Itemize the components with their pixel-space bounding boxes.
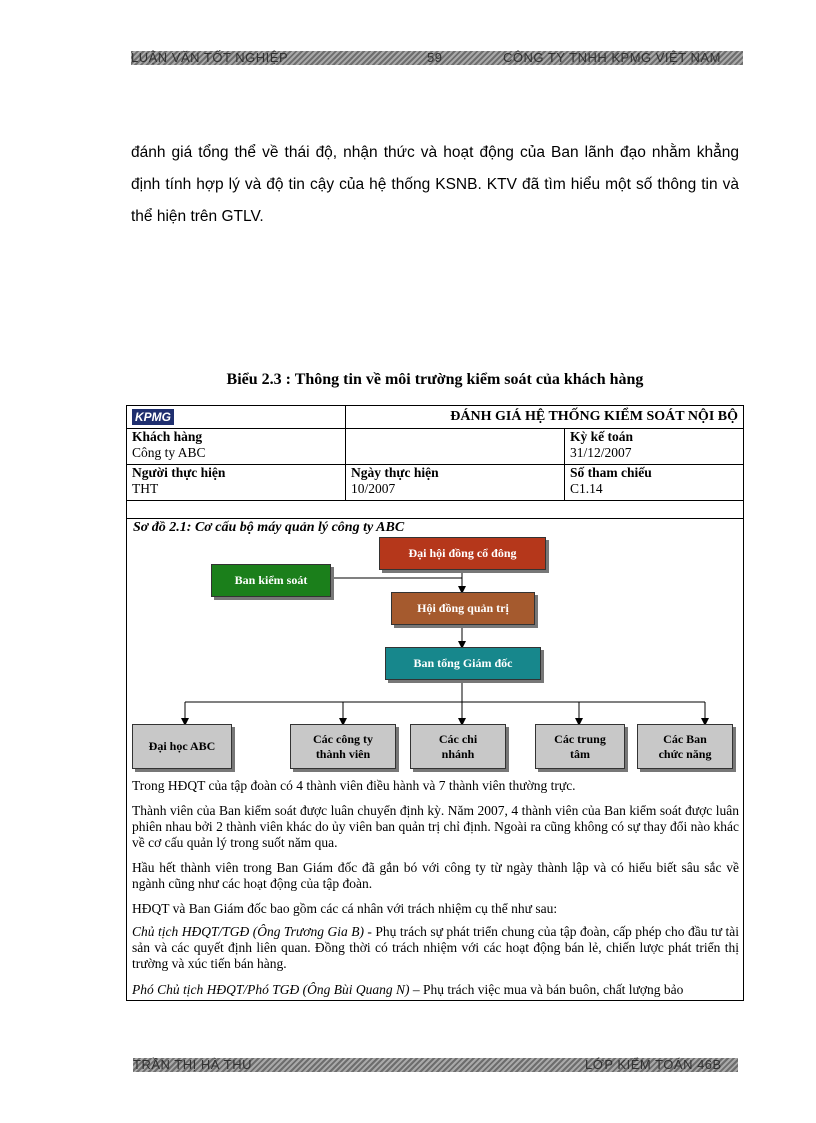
body-paragraph-2: Thành viên của Ban kiểm soát được luân chuyển định kỳ. Năm 2007, 4 thành viên của Ban kiểm soát được luân phiên nhau bởi 2 thành viên khác do ủy viên ban quản trị chỉ định. Ngoài ra cũng không có sự thay đổi nào khác về cơ cấu quản lý trong suốt năm qua. <box>132 803 739 850</box>
page-header <box>131 51 743 65</box>
client-label: Khách hàng <box>132 428 203 444</box>
intro-paragraph: đánh giá tổng thể về thái độ, nhận thức và hoạt động của Ban lãnh đạo nhằm khẳng định tính hợp lý và độ tin cậy của hệ thống KSNB. KTV đã tìm hiểu một số thông tin và thể hiện trên GTLV. <box>131 144 739 225</box>
vice-chairman-title: Phó Chủ tịch HĐQT/Phó TGĐ (Ông Bùi Quang N) <box>132 982 410 997</box>
org-box-university: Đại học ABC <box>132 724 232 769</box>
org-box-departments: Các Ban chức năng <box>637 724 733 769</box>
date-label: Ngày thực hiện <box>351 464 439 480</box>
footer-author: TRẦN THỊ HÀ THU <box>133 1057 252 1072</box>
org-box-board: Hội đồng quản trị <box>391 592 535 625</box>
org-box-directors: Ban tổng Giám đốc <box>385 647 541 680</box>
page-number: 59 <box>427 50 443 65</box>
body-paragraph-5 <box>132 924 739 972</box>
page-footer <box>133 1058 738 1072</box>
working-paper-frame <box>126 405 744 1001</box>
org-box-branches: Các chi nhánh <box>410 724 506 769</box>
body-paragraph-6 <box>132 982 739 998</box>
date-value: 10/2007 <box>351 480 396 496</box>
diagram-title: Sơ đồ 2.1: Cơ cấu bộ máy quản lý công ty ABC <box>133 520 405 535</box>
ref-value: C1.14 <box>570 480 603 496</box>
body-paragraph-4: HĐQT và Ban Giám đốc bao gồm các cá nhân với trách nhiệm cụ thể như sau: <box>132 901 558 916</box>
header-left-text: LUẬN VĂN TỐT NGHIỆP <box>131 50 289 65</box>
kpmg-logo: KPMG <box>132 409 174 425</box>
org-box-member-companies: Các công ty thành viên <box>290 724 396 769</box>
header-right-text: CÔNG TY TNHH KPMG VIỆT NAM <box>503 50 721 65</box>
org-box-supervisory: Ban kiểm soát <box>211 564 331 597</box>
org-box-centers: Các trung tâm <box>535 724 625 769</box>
footer-class: LỚP KIỂM TOÁN 46B <box>585 1057 722 1072</box>
ref-label: Số tham chiếu <box>570 464 652 480</box>
form-title: ĐÁNH GIÁ HỆ THỐNG KIỂM SOÁT NỘI BỘ <box>346 406 744 428</box>
figure-caption: Biểu 2.3 : Thông tin về môi trường kiểm soát của khách hàng <box>226 371 644 388</box>
preparer-label: Người thực hiện <box>132 464 226 480</box>
client-value: Công ty ABC <box>132 444 206 460</box>
period-value: 31/12/2007 <box>570 444 632 460</box>
chairman-text: - Phụ trách sự phát triển chung của tập đoàn, cấp phép cho đầu tư tài sản và các quyết định liên quan. Đồng thời có trách nhiệm với các hoạt động bán lẻ, chiến lược phát triển thị trường và xúc tiến bán hàng. <box>132 924 739 971</box>
vice-chairman-text: – Phụ trách việc mua và bán buôn, chất lượng bảo <box>409 982 684 997</box>
org-box-shareholders: Đại hội đồng cổ đông <box>379 537 546 570</box>
body-paragraph-1: Trong HĐQT của tập đoàn có 4 thành viên điều hành và 7 thành viên thường trực. <box>132 778 576 793</box>
preparer-value: THT <box>132 480 159 496</box>
period-label: Kỳ kế toán <box>570 428 634 444</box>
chairman-title: Chủ tịch HĐQT/TGĐ (Ông Trương Gia B) <box>132 924 364 939</box>
body-paragraph-3: Hầu hết thành viên trong Ban Giám đốc đã gắn bó với công ty từ ngày thành lập và có hiểu biết sâu sắc về ngành cũng như các hoạt động của tập đoàn. <box>132 860 739 891</box>
